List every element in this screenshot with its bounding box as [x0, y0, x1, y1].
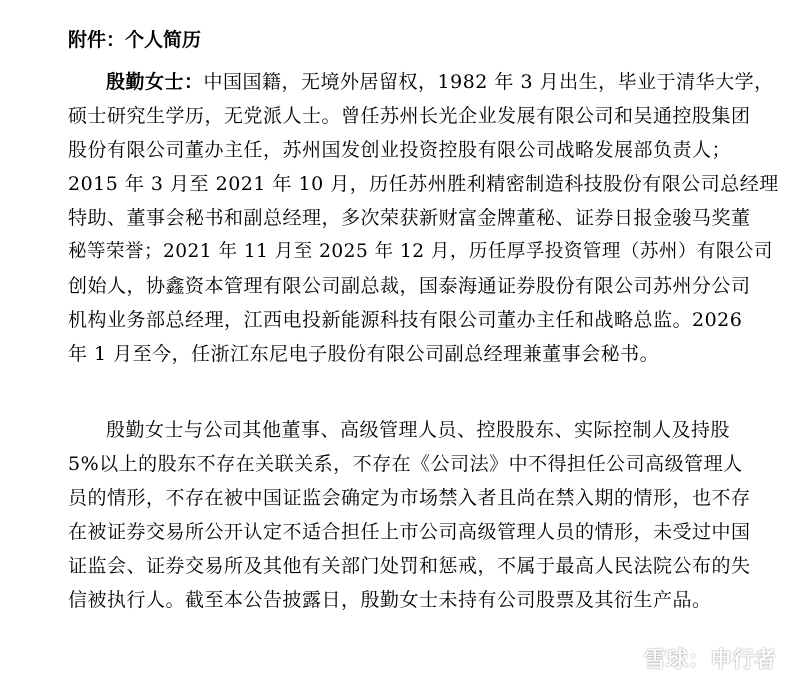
paragraph2-line-5: 证监会、证券交易所及其他有关部门处罚和惩戒，不属于最高人民法院公布的失	[68, 555, 751, 577]
paragraph1-line-2: 硕士研究生学历，无党派人士。曾任苏州长光企业发展有限公司和吴通控股集团	[68, 105, 751, 127]
paragraph2-line-3: 员的情形，不存在被中国证监会确定为市场禁入者且尚在禁入期的情形，也不存	[68, 487, 751, 509]
paragraph1-line-6: 秘等荣誉；2021 年 11 月至 2025 年 12 月，历任厚孚投资管理（苏州）有限公司	[68, 241, 773, 262]
paragraph2-line-2: 5%以上的股东不存在关联关系，不存在《公司法》中不得担任公司高级管理人	[68, 453, 743, 475]
paragraph1-line-9: 年 1 月至今，任浙江东尼电子股份有限公司副总经理兼董事会秘书。	[68, 343, 660, 365]
watermark-text: 雪球：申行者	[643, 648, 776, 673]
watermark	[610, 643, 776, 674]
attachment-heading: 附件：个人简历	[68, 29, 202, 51]
paragraph1-line-8: 机构业务部总经理，江西电投新能源科技有限公司董办主任和战略总监。2026	[68, 309, 743, 331]
paragraph1-line-3: 股份有限公司董办主任，苏州国发创业投资控股有限公司战略发展部负责人；	[68, 139, 732, 161]
paragraph1-line-4: 2015 年 3 月至 2021 年 10 月，历任苏州胜利精密制造科技股份有限公司总经理	[68, 173, 779, 195]
paragraph1-line-7: 创始人，协鑫资本管理有限公司副总裁，国泰海通证券股份有限公司苏州分公司	[68, 275, 751, 297]
paragraph2-line-1: 殷勤女士与公司其他董事、高级管理人员、控股股东、实际控制人及持股	[106, 419, 731, 441]
paragraph2-line-6: 信被执行人。截至本公告披露日，殷勤女士未持有公司股票及其衍生产品。	[68, 589, 712, 611]
paragraph1-line-1	[106, 66, 774, 98]
paragraph2-line-4: 在被证券交易所公开认定不适合担任上市公司高级管理人员的情形，未受过中国	[68, 521, 751, 543]
paragraph1-line-5: 特助、董事会秘书和副总经理，多次荣获新财富金牌董秘、证券日报金骏马奖董	[68, 207, 751, 229]
person-name-lead: 殷勤女士：	[106, 71, 204, 93]
paragraph1-line-1-text: 中国国籍，无境外居留权，1982 年 3 月出生，毕业于清华大学，	[203, 71, 774, 93]
snowball-logo-icon	[610, 646, 636, 672]
